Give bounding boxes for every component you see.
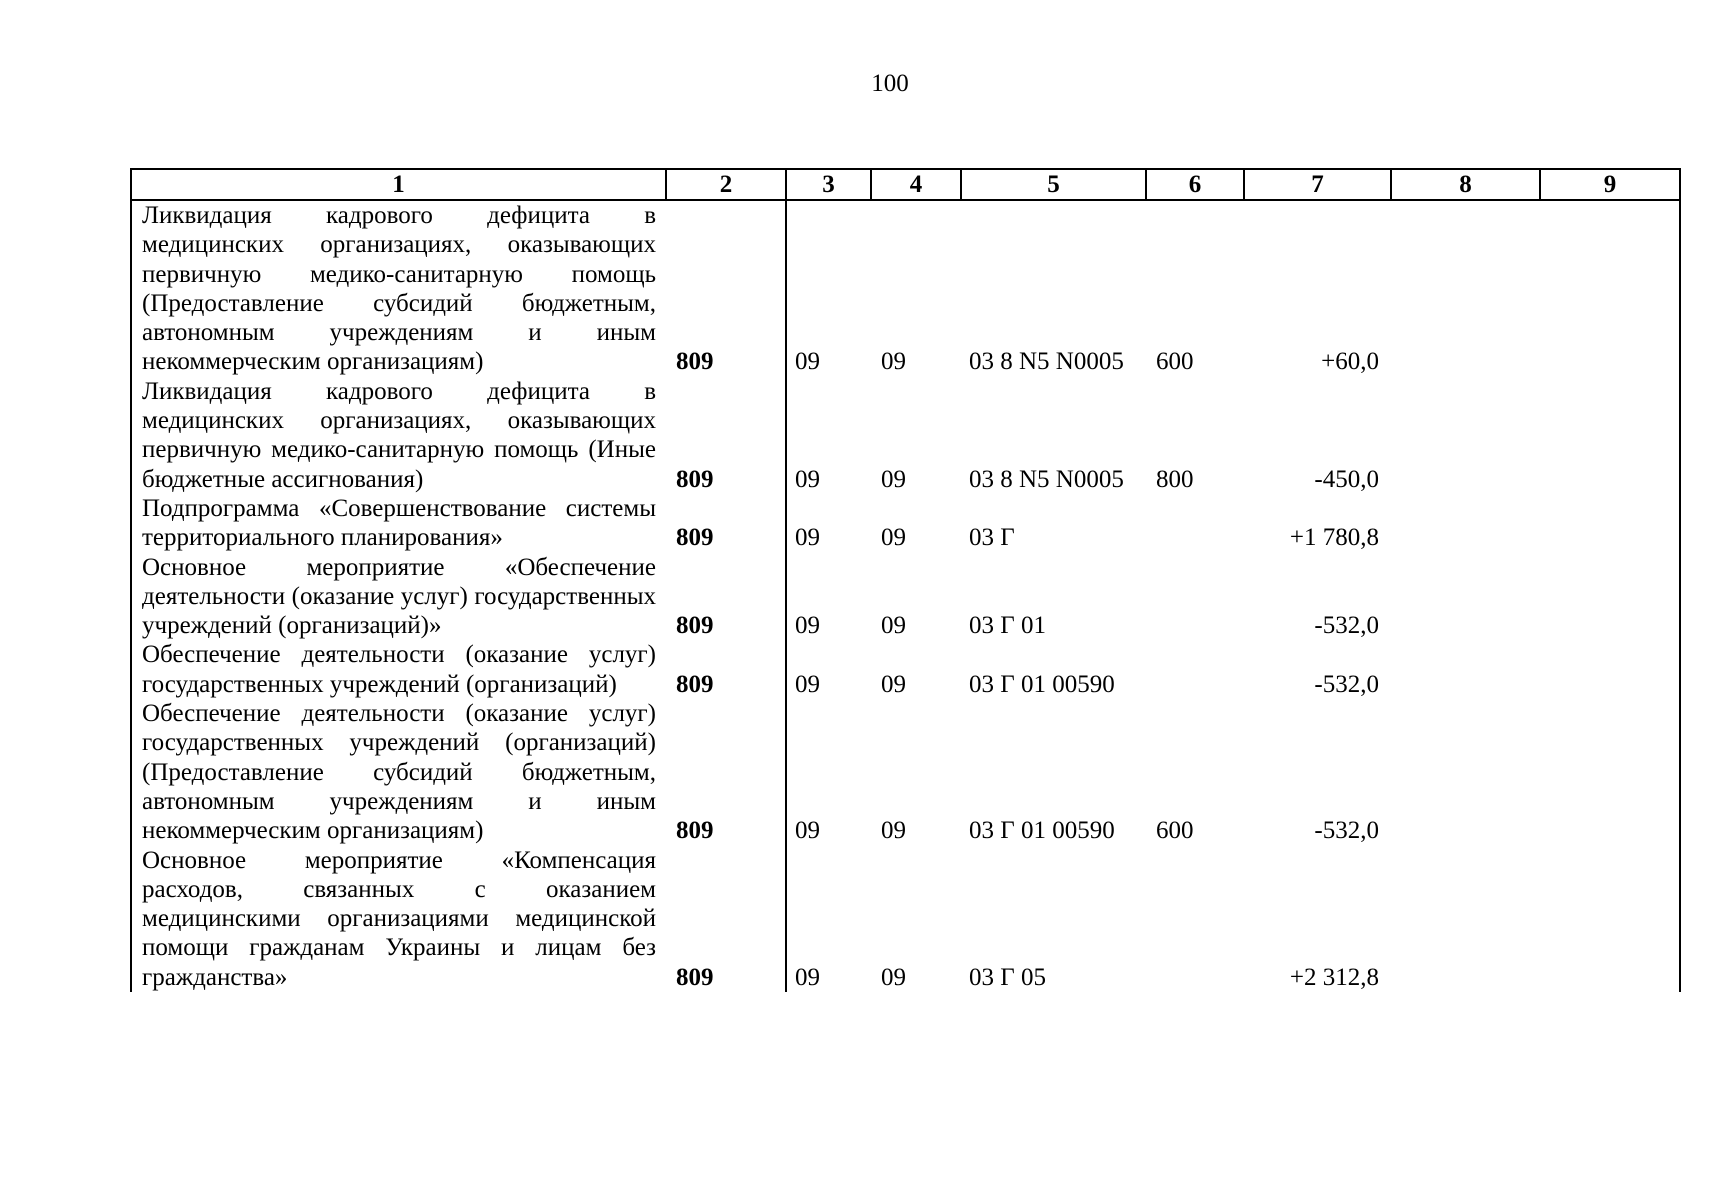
column-header: 8: [1391, 169, 1540, 200]
row-name: Основное мероприятие «Компенсация расходов, связанных с оказанием медицинскими организациями медицинской помощи гражданам Украины и лицам без гражданства»: [131, 846, 666, 992]
column-header: 2: [666, 169, 786, 200]
table-row: [131, 846, 1680, 992]
row-amount: +2 312,8: [1289, 963, 1379, 991]
row-col9: [1540, 494, 1680, 553]
row-section: 09: [786, 699, 871, 845]
row-target-code: 03 Г 01 00590: [969, 817, 1115, 845]
row-target-code: 03 Г 05: [969, 963, 1046, 991]
row-section: 09: [786, 377, 871, 494]
row-amount: -532,0: [1314, 670, 1379, 698]
column-header: 6: [1146, 169, 1244, 200]
row-section: 09: [786, 640, 871, 699]
column-header: 5: [961, 169, 1146, 200]
row-amount: -532,0: [1314, 817, 1379, 845]
row-col9: [1540, 846, 1680, 992]
row-name: Ликвидация кадрового дефицита в медицинских организациях, оказывающих первичную медико-санитарную помощь (Предоставление субсидий бюджетным, автономным учреждениям и иным некоммерческим организациям): [131, 200, 666, 377]
row-expense-type: [1146, 553, 1244, 641]
row-expense-type: 600: [1156, 817, 1194, 845]
row-section: 09: [786, 846, 871, 992]
row-ved-code: 809: [676, 612, 714, 640]
row-expense-type: 800: [1156, 465, 1194, 493]
row-section: 09: [786, 200, 871, 377]
row-amount: -532,0: [1314, 612, 1379, 640]
row-name: Обеспечение деятельности (оказание услуг) государственных учреждений (организаций) (Предоставление субсидий бюджетным, автономным учреждениям и иным некоммерческим организациям): [131, 699, 666, 845]
row-ved-code: 809: [676, 817, 714, 845]
row-name: Подпрограмма «Совершенствование системы территориального планирования»: [131, 494, 666, 553]
row-col8: [1391, 377, 1540, 494]
row-expense-type: [1146, 640, 1244, 699]
row-target-code: 03 8 N5 N0005: [969, 348, 1124, 376]
row-subsection: 09: [881, 465, 906, 493]
row-col8: [1391, 553, 1540, 641]
table-row: [131, 640, 1680, 699]
row-expense-type: [1146, 494, 1244, 553]
row-subsection: 09: [881, 348, 906, 376]
table-row: [131, 553, 1680, 641]
row-subsection: 09: [881, 963, 906, 991]
table-row: [131, 494, 1680, 553]
row-expense-type: 600: [1156, 348, 1194, 376]
row-subsection: 09: [881, 670, 906, 698]
row-col8: [1391, 846, 1540, 992]
row-col8: [1391, 699, 1540, 845]
table-row: [131, 377, 1680, 494]
row-target-code: 03 Г 01 00590: [969, 670, 1115, 698]
row-subsection: 09: [881, 524, 906, 552]
row-target-code: 03 Г: [969, 524, 1015, 552]
page-number: 100: [871, 70, 909, 97]
budget-table: [130, 168, 1681, 992]
row-amount: +1 780,8: [1289, 524, 1379, 552]
row-amount: +60,0: [1321, 348, 1379, 376]
row-col9: [1540, 699, 1680, 845]
row-ved-code: 809: [676, 348, 714, 376]
row-col9: [1540, 553, 1680, 641]
row-col8: [1391, 494, 1540, 553]
row-section: 09: [786, 494, 871, 553]
column-header: 3: [786, 169, 871, 200]
table-row: [131, 200, 1680, 377]
column-header: 7: [1244, 169, 1391, 200]
row-expense-type: [1146, 846, 1244, 992]
header-row: [131, 169, 1680, 200]
table-row: [131, 699, 1680, 845]
row-target-code: 03 8 N5 N0005: [969, 465, 1124, 493]
row-name: Ликвидация кадрового дефицита в медицинских организациях, оказывающих первичную медико-санитарную помощь (Иные бюджетные ассигнования): [131, 377, 666, 494]
row-subsection: 09: [881, 817, 906, 845]
row-section: 09: [786, 553, 871, 641]
column-header: 9: [1540, 169, 1680, 200]
row-col9: [1540, 200, 1680, 377]
row-ved-code: 809: [676, 670, 714, 698]
row-name: Основное мероприятие «Обеспечение деятельности (оказание услуг) государственных учреждений (организаций)»: [131, 553, 666, 641]
column-header: 1: [131, 169, 666, 200]
row-col9: [1540, 377, 1680, 494]
row-ved-code: 809: [676, 963, 714, 991]
row-subsection: 09: [881, 612, 906, 640]
row-ved-code: 809: [676, 465, 714, 493]
row-name: Обеспечение деятельности (оказание услуг) государственных учреждений (организаций): [131, 640, 666, 699]
row-col9: [1540, 640, 1680, 699]
row-target-code: 03 Г 01: [969, 612, 1046, 640]
row-amount: -450,0: [1314, 465, 1379, 493]
row-col8: [1391, 640, 1540, 699]
row-ved-code: 809: [676, 524, 714, 552]
row-col8: [1391, 200, 1540, 377]
column-header: 4: [871, 169, 961, 200]
